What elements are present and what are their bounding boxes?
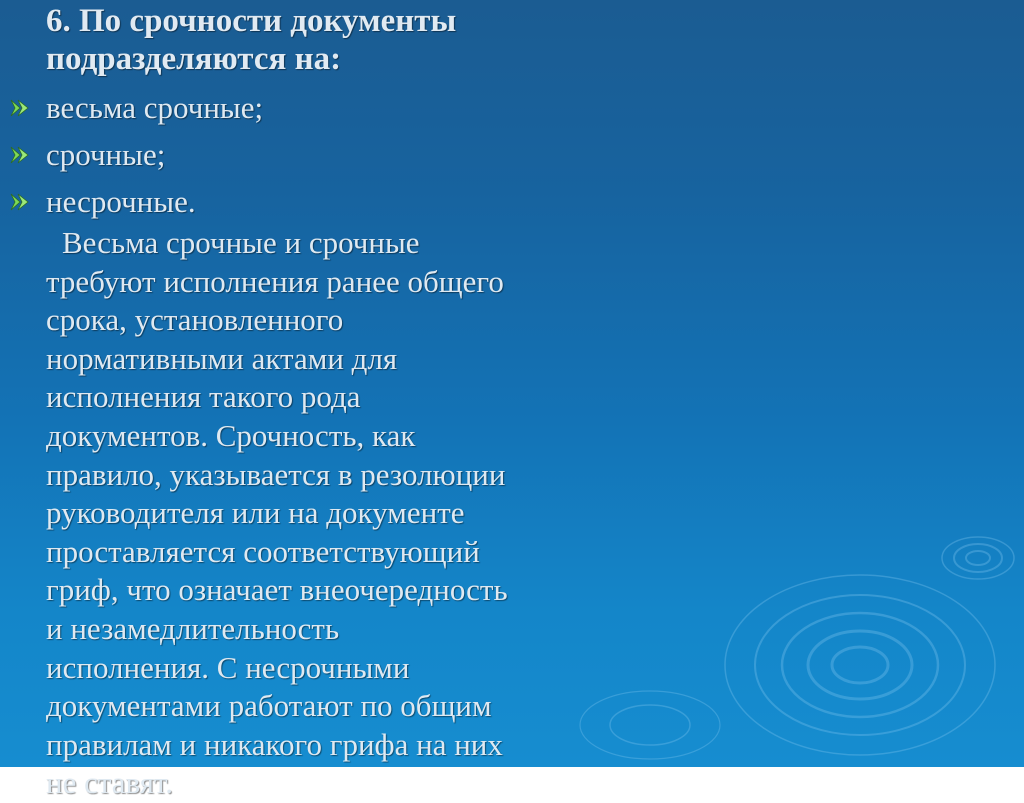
paragraph-line: срока, установленного (46, 302, 344, 338)
bullet-text: несрочные. (46, 184, 196, 219)
arrow-bullet-icon (9, 145, 31, 165)
arrow-bullet-icon (9, 192, 31, 212)
bullet-text: весьма срочные; (46, 90, 264, 125)
heading-line: подразделяются на: (46, 41, 342, 77)
bullet-text: срочные; (46, 137, 166, 172)
paragraph-line: нормативными актами для (46, 340, 398, 376)
bullet-item (0, 84, 263, 131)
paragraph-line: документами работают по общим (46, 688, 492, 724)
paragraph-line: правило, указывается в резолюции (46, 456, 506, 492)
paragraph-line: и незамедлительность (46, 610, 340, 646)
bullet-item (0, 131, 263, 178)
paragraph-line: исполнения такого рода (46, 379, 361, 415)
bullet-item (0, 178, 263, 225)
paragraph-line: исполнения. С несрочными (46, 649, 410, 685)
paragraph-line: правилам и никакого грифа на них (46, 726, 503, 762)
paragraph-line: не ставят. (46, 765, 173, 801)
bullet-list (0, 84, 263, 225)
paragraph-line: гриф, что означает внеочередность (46, 572, 508, 608)
arrow-bullet-icon (9, 98, 31, 118)
slide-heading (46, 2, 566, 78)
body-paragraph (46, 224, 586, 803)
paragraph-line: проставляется соответствующий (46, 533, 480, 569)
heading-line: 6. По срочности документы (46, 3, 457, 39)
paragraph-line: руководителя или на документе (46, 495, 465, 531)
paragraph-line: Весьма срочные и срочные (62, 225, 420, 260)
paragraph-line: документов. Срочность, как (46, 417, 416, 453)
paragraph-line: требуют исполнения ранее общего (46, 263, 504, 299)
